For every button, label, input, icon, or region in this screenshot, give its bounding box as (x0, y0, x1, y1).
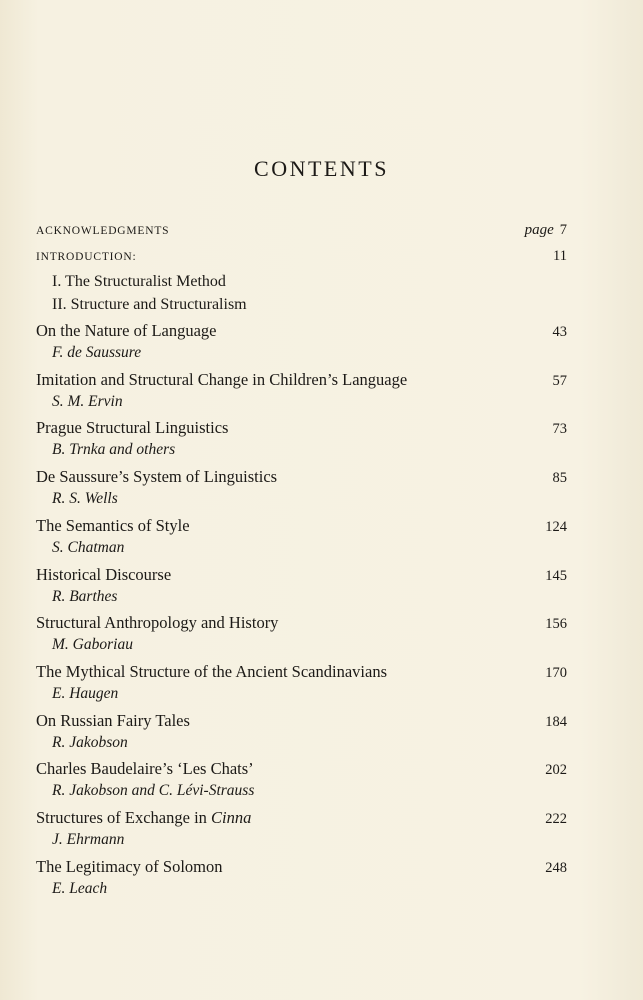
toc-entry-title: Prague Structural Linguistics (36, 418, 229, 438)
toc-entry-title: Structures of Exchange in Cinna (36, 808, 252, 827)
toc-page-number: 57 (552, 372, 567, 389)
toc-entry-author: B. Trnka and others (52, 441, 176, 459)
toc-entry-author: M. Gaboriau (52, 636, 133, 654)
toc-entry-row (36, 711, 567, 731)
toc-acknowledgments-label: ACKNOWLEDGMENTS (36, 225, 170, 237)
toc-page-number: 7 (559, 222, 567, 238)
toc-entry-row (36, 662, 567, 682)
toc-page-number: 145 (545, 567, 567, 584)
toc-entry-author: E. Haugen (52, 684, 119, 702)
toc-entry-row (36, 418, 567, 438)
toc-entry-author: J. Ehrmann (52, 831, 125, 848)
toc-entry-title: The Legitimacy of Solomon (36, 856, 223, 876)
toc-introduction-label: INTRODUCTION: (36, 251, 137, 263)
toc-entry-row (36, 759, 567, 779)
toc-entry-title: On the Nature of Language (36, 321, 217, 340)
toc-page-number: 248 (545, 859, 567, 876)
intro-part: I. The Structuralist Method (52, 273, 226, 290)
toc-entry-title: Historical Discourse (36, 564, 172, 584)
toc-front-row (36, 221, 567, 239)
toc-page-number: 156 (545, 616, 567, 633)
page-title: CONTENTS (254, 156, 389, 181)
toc-entry-row (36, 565, 567, 585)
toc-page-number: 202 (545, 762, 567, 779)
toc-entry-author: R. Jakobson and C. Lévi-Strauss (52, 782, 255, 800)
toc-entry-title: Structural Anthropology and History (36, 613, 279, 633)
toc-page-number: 85 (552, 470, 567, 487)
toc-page-number: 124 (545, 518, 567, 535)
toc-front-row (36, 248, 567, 265)
toc-entry-author: R. Barthes (52, 587, 118, 605)
toc-page-number: 73 (552, 421, 567, 438)
page-prefix-label: page (524, 222, 554, 238)
toc-entry-row (36, 467, 567, 487)
toc-entry-author: S. Chatman (52, 538, 125, 556)
toc-entry-title: On Russian Fairy Tales (36, 710, 190, 730)
toc-entry-row (36, 613, 567, 633)
toc-entry-row (36, 808, 567, 828)
toc-entry-author: R. Jakobson (52, 733, 128, 751)
toc-page-number: 222 (545, 811, 567, 827)
toc-entry-author: S. M. Ervin (52, 392, 123, 410)
toc-entry-title: The Semantics of Style (36, 515, 190, 535)
toc-entry-row (36, 516, 567, 536)
toc-entry-row (36, 321, 567, 341)
toc-page-number: 184 (545, 713, 567, 730)
toc-page-number: 43 (552, 324, 567, 340)
toc-entry-row (36, 857, 567, 877)
toc-entry-title: Imitation and Structural Change in Children’s Language (36, 369, 408, 389)
toc-entry-title: De Saussure’s System of Linguistics (36, 467, 278, 487)
toc-entry-author: F. de Saussure (52, 344, 142, 361)
toc-page-number: 170 (545, 664, 567, 681)
toc-entry-title: The Mythical Structure of the Ancient Scandinavians (36, 661, 387, 681)
toc-page-number: 11 (553, 248, 567, 264)
toc-entry-row (36, 370, 567, 390)
toc-entry-author: E. Leach (52, 879, 108, 897)
intro-part: II. Structure and Structuralism (52, 296, 247, 313)
toc-entry-title: Charles Baudelaire’s ‘Les Chats’ (36, 759, 254, 779)
toc-entry-author: R. S. Wells (52, 490, 118, 508)
